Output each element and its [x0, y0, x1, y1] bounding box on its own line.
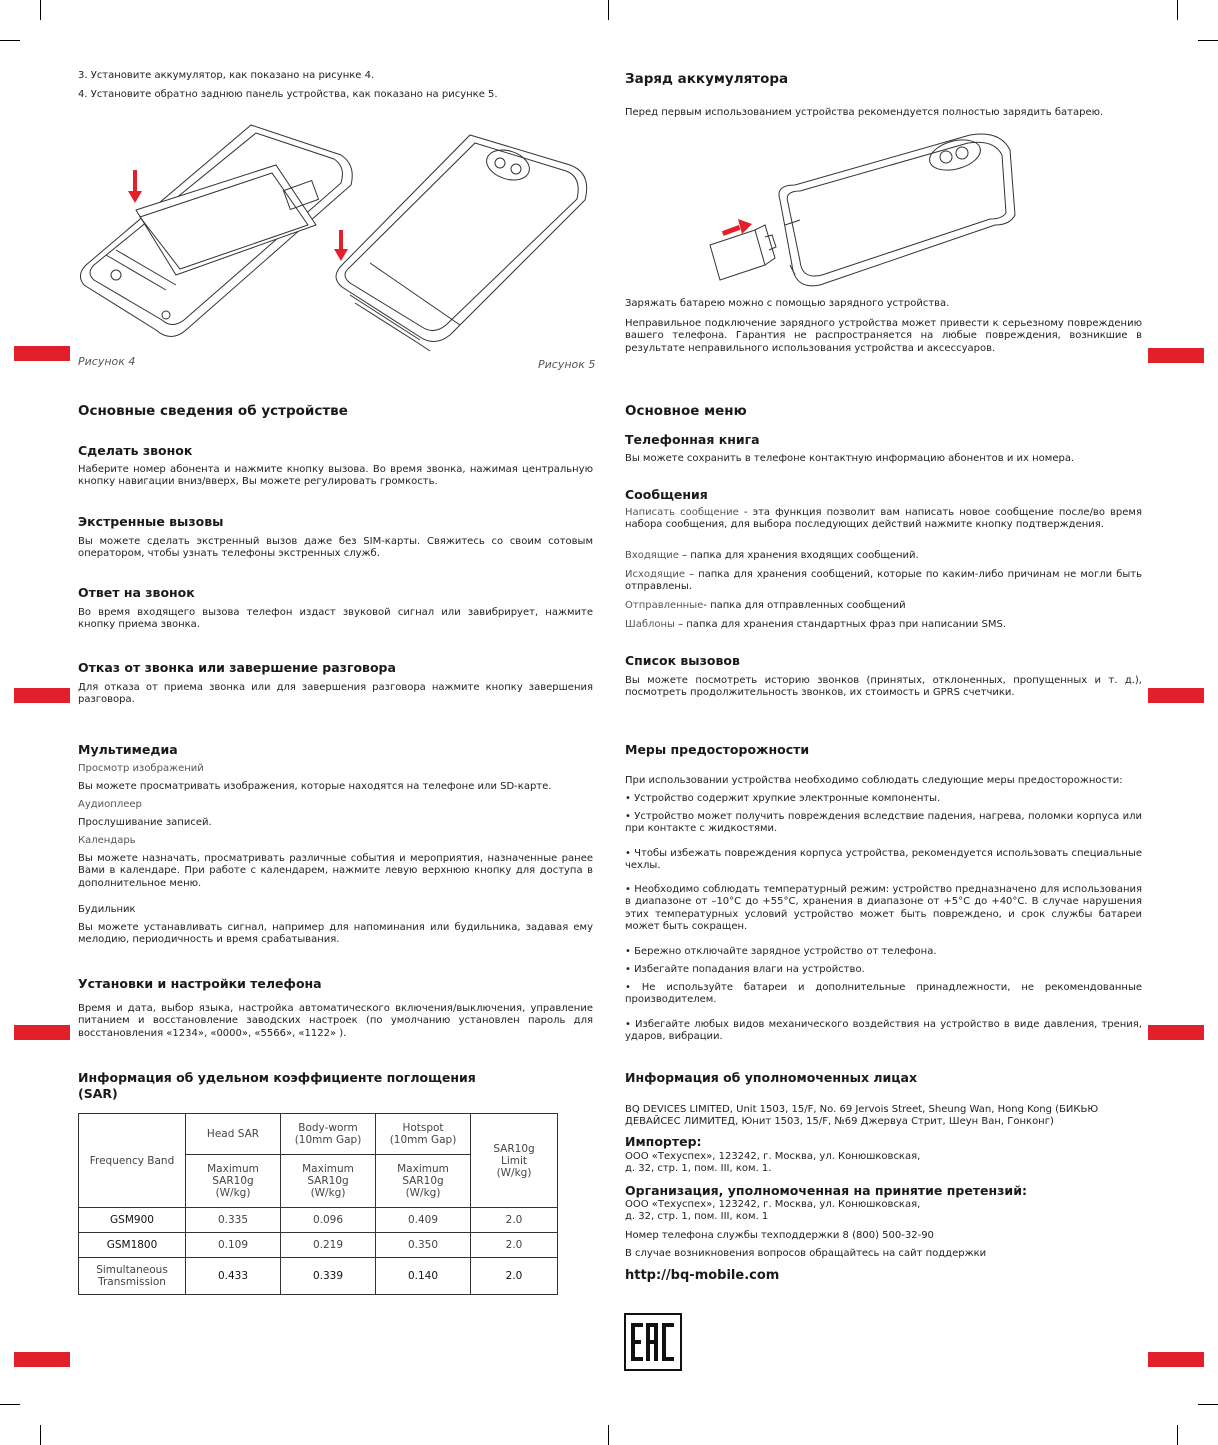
msg-templates-text: – папка для хранения стандартных фраз при написании SMS. [674, 619, 1007, 630]
install-step-3: 3. Установите аккумулятор, как показано на рисунке 4. [78, 70, 375, 81]
calls-title: Список вызовов [625, 653, 740, 668]
red-tab [1148, 348, 1204, 363]
max-line-2: SAR10g [307, 1175, 349, 1187]
hotspot-cell: 0.409 [376, 1208, 471, 1233]
msg-templates [625, 619, 1142, 631]
body-cell: 0.096 [281, 1208, 376, 1233]
red-tab [1148, 1352, 1204, 1367]
charging-illustration [700, 125, 1030, 290]
head-cell: 0.109 [186, 1233, 281, 1258]
back-cover-illustration [330, 125, 600, 355]
max-line-3: (W/kg) [405, 1187, 441, 1199]
install-step-4: 4. Установите обратно заднюю панель устройства, как показано на рисунке 5. [78, 89, 498, 100]
table-row [79, 1208, 558, 1233]
charge-title: Заряд аккумулятора [625, 71, 789, 87]
emergency-title: Экстренные вызовы [78, 514, 224, 529]
msg-outbox [625, 569, 1142, 594]
red-tab [14, 1352, 70, 1367]
importer-line-1: ООО «Техуспех», 123242, г. Москва, ул. Конюшковская, [625, 1151, 921, 1162]
call-title: Сделать звонок [78, 443, 193, 458]
crop-mark [0, 40, 20, 41]
body-cell: 0.219 [281, 1233, 376, 1258]
msg-sent [625, 600, 1142, 612]
limit-line-1: SAR10g [493, 1142, 535, 1155]
band-cell [79, 1258, 186, 1295]
hotspot-max-header [376, 1155, 471, 1208]
head-max-header [186, 1155, 281, 1208]
safety-item: • Не используйте батареи и дополнительные принадлежности, не рекомендованные производителем. [625, 982, 1142, 1006]
msg-inbox [625, 550, 1142, 562]
settings-text: Время и дата, выбор языка, настройка автоматического включения/выключения, управление питанием и восстановление заводских настроек (по умолчанию установлен пароль для восстановления «1234», «0000», «5566», «1122» ). [78, 1003, 593, 1039]
hotspot-cell: 0.140 [376, 1258, 471, 1295]
importer-line-2: д. 32, стр. 1, пом. III, ком. 1. [625, 1163, 772, 1174]
freq-band-header: Frequency Band [79, 1114, 186, 1208]
max-line-2: SAR10g [402, 1175, 444, 1187]
battery-install-illustration [76, 115, 366, 345]
body-header-line-2: (10mm Gap) [294, 1134, 362, 1146]
band-line-1: Simultaneous [96, 1264, 168, 1276]
calendar-label: Календарь [78, 835, 136, 846]
limit-line-3: (W/kg) [496, 1166, 532, 1179]
crop-mark [608, 1425, 609, 1445]
image-viewer-text: Вы можете просматривать изображения, которые находятся на телефоне или SD-карте. [78, 781, 552, 792]
limit-header [471, 1114, 558, 1208]
msg-write [625, 507, 1142, 532]
audio-player-text: Прослушивание записей. [78, 817, 212, 828]
max-line-1: Maximum [302, 1163, 354, 1175]
max-line-2: SAR10g [212, 1175, 254, 1187]
call-text: Наберите номер абонента и нажмите кнопку вызова. Во время звонка, нажимая центральную кнопку навигации вниз/вверх, Вы можете регулировать громкость. [78, 464, 593, 488]
claims-line-2: д. 32, стр. 1, пом. III, ком. 1 [625, 1211, 769, 1222]
eac-mark [624, 1313, 682, 1371]
hotspot-header-line-1: Hotspot [402, 1122, 444, 1134]
menu-title: Основное меню [625, 403, 747, 419]
safety-item: • Устройство содержит хрупкие электронные компоненты. [625, 793, 941, 804]
auth-title: Информация об уполномоченных лицах [625, 1070, 918, 1085]
charge-intro: Перед первым использованием устройства рекомендуется полностью зарядить батарею. [625, 107, 1104, 118]
charge-warning: Неправильное подключение зарядного устройства может привести к серьезному повреждению вашего телефона. Гарантия не распространяется на любые повреждения, возникшие в результате неправильного использования устройства и аксессуаров. [625, 318, 1142, 354]
table-row [79, 1258, 558, 1295]
figure-4-caption: Рисунок 4 [78, 355, 136, 368]
support-url[interactable]: http://bq-mobile.com [625, 1268, 780, 1283]
phonebook-title: Телефонная книга [625, 432, 760, 447]
red-tab [1148, 1025, 1204, 1040]
body-max-header [281, 1155, 376, 1208]
red-tab [1148, 688, 1204, 703]
image-viewer-label: Просмотр изображений [78, 763, 204, 774]
limit-line-2: Limit [500, 1154, 528, 1167]
charge-note: Заряжать батарею можно с помощью зарядного устройства. [625, 298, 950, 309]
audio-player-label: Аудиоплеер [78, 799, 142, 810]
msg-write-label: Написать сообщение [625, 507, 739, 518]
body-header-line-1: Body-worm [298, 1122, 358, 1134]
msg-write-text: - эта функция позволит вам написать новое сообщение после/во время набора сообщения, для выбора последующих действий нажмите кнопку подтверждения. [625, 507, 1142, 531]
msg-sent-label: Отправленные [625, 600, 704, 611]
settings-title: Установки и настройки телефона [78, 976, 322, 991]
importer-title: Импортер: [625, 1134, 702, 1149]
safety-item: • Устройство может получить повреждения вследствие падения, нагрева, поломки корпуса или при контакте с жидкостями. [625, 811, 1142, 835]
safety-item: • Избегайте любых видов механического воздействия на устройство в виде давления, трения, ударов, вибрации. [625, 1019, 1142, 1043]
body-sar-header [281, 1114, 376, 1155]
phonebook-text: Вы можете сохранить в телефоне контактную информацию абонентов и их номера. [625, 453, 1075, 464]
reject-text: Для отказа от приема звонка или для завершения разговора нажмите кнопку завершения разговора. [78, 682, 593, 706]
max-line-1: Maximum [397, 1163, 449, 1175]
claims-line-1: ООО «Техуспех», 123242, г. Москва, ул. Конюшковская, [625, 1199, 921, 1210]
body-cell: 0.339 [281, 1258, 376, 1295]
red-tab [14, 346, 70, 361]
safety-item: • Необходимо соблюдать температурный режим: устройство предназначено для использования в диапазоне от –10°C до +55°C, хранения в диапазоне от +5°C до +40°C. В случае нарушения этих температурных условий устройство может быть повреждено, и срок службы батареи может быть сокращен. [625, 884, 1142, 933]
hotspot-cell: 0.350 [376, 1233, 471, 1258]
crop-mark [608, 0, 609, 20]
msg-sent-text: - папка для отправленных сообщений [703, 600, 906, 611]
claims-title: Организация, уполномоченная на принятие претензий: [625, 1183, 1027, 1198]
section-basic-title: Основные сведения об устройстве [78, 403, 348, 419]
safety-item: • Избегайте попадания влаги на устройство. [625, 964, 865, 975]
multimedia-title: Мультимедиа [78, 742, 178, 757]
limit-cell: 2.0 [471, 1233, 558, 1258]
calendar-text: Вы можете назначать, просматривать различные события и мероприятия, назначенные ранее Вами в календаре. При работе с календарем, нажмите левую верхнюю кнопку для доступа в дополнительное меню. [78, 853, 593, 889]
answer-text: Во время входящего вызова телефон издаст звуковой сигнал или завибрирует, нажмите кнопку приема звонка. [78, 607, 593, 631]
crop-mark [1177, 1425, 1178, 1445]
band-line-2: Transmission [98, 1276, 166, 1288]
head-cell: 0.335 [186, 1208, 281, 1233]
emergency-text: Вы можете сделать экстренный вызов даже без SIM-карты. Свяжитесь со своим сотовым оператором, чтобы узнать телефоны экстренных служб. [78, 536, 593, 560]
max-line-1: Maximum [207, 1163, 259, 1175]
support-phone: Номер телефона службы техподдержки 8 (800) 500-32-90 [625, 1230, 934, 1241]
safety-title: Меры предосторожности [625, 742, 810, 757]
head-cell: 0.433 [186, 1258, 281, 1295]
messages-title: Сообщения [625, 487, 708, 502]
hotspot-header-line-2: (10mm Gap) [389, 1134, 457, 1146]
max-line-3: (W/kg) [215, 1187, 251, 1199]
answer-title: Ответ на звонок [78, 585, 195, 600]
figure-5-caption: Рисунок 5 [538, 358, 596, 371]
max-line-3: (W/kg) [310, 1187, 346, 1199]
crop-mark [40, 1425, 41, 1445]
limit-cell: 2.0 [471, 1258, 558, 1295]
crop-mark [1198, 1404, 1218, 1405]
head-sar-header: Head SAR [186, 1114, 281, 1155]
msg-outbox-label: Исходящие [625, 569, 686, 580]
band-cell: GSM900 [79, 1208, 186, 1233]
safety-item: • Бережно отключайте зарядное устройство от телефона. [625, 946, 937, 957]
safety-item: • Чтобы избежать повреждения корпуса устройства, рекомендуется использовать специальные чехлы. [625, 848, 1142, 872]
support-site: В случае возникновения вопросов обращайтесь на сайт поддержки [625, 1248, 987, 1259]
sar-title-line-1: Информация об удельном коэффициенте поглощения [78, 1070, 476, 1085]
crop-mark [40, 0, 41, 20]
msg-inbox-text: – папка для хранения входящих сообщений. [678, 550, 919, 561]
alarm-text: Вы можете устанавливать сигнал, например для напоминания или будильника, задавая ему мелодию, периодичность и время срабатывания. [78, 922, 593, 946]
msg-templates-label: Шаблоны [625, 619, 675, 630]
crop-mark [1198, 40, 1218, 41]
band-cell: GSM1800 [79, 1233, 186, 1258]
calls-text: Вы можете посмотреть историю звонков (принятых, отклоненных, пропущенных и т. д.), посмотреть продолжительность звонков, их стоимость и GPRS счетчики. [625, 675, 1142, 699]
hotspot-sar-header [376, 1114, 471, 1155]
msg-inbox-label: Входящие [625, 550, 679, 561]
reject-title: Отказ от звонка или завершение разговора [78, 660, 396, 675]
red-tab [14, 688, 70, 703]
msg-outbox-text: – папка для хранения сообщений, которые по каким-либо причинам не могли быть отправлены. [625, 569, 1142, 593]
safety-intro: При использовании устройства необходимо соблюдать следующие меры предосторожности: [625, 775, 1123, 786]
auth-text: BQ DEVICES LIMITED, Unit 1503, 15/F, No. 69 Jervois Street, Sheung Wan, Hong Kong (БИКЬЮ ДЕВАЙСЕС ЛИМИТЕД, Юнит 1503, 15/F, №69 Джервуа Стрит, Шеун Ван, Гонконг) [625, 1104, 1099, 1128]
crop-mark [0, 1404, 20, 1405]
table-row [79, 1233, 558, 1258]
sar-title-line-2: (SAR) [78, 1086, 118, 1101]
crop-mark [1177, 0, 1178, 20]
sar-table [78, 1113, 558, 1295]
limit-cell: 2.0 [471, 1208, 558, 1233]
alarm-label: Будильник [78, 904, 136, 915]
red-tab [14, 1025, 70, 1040]
